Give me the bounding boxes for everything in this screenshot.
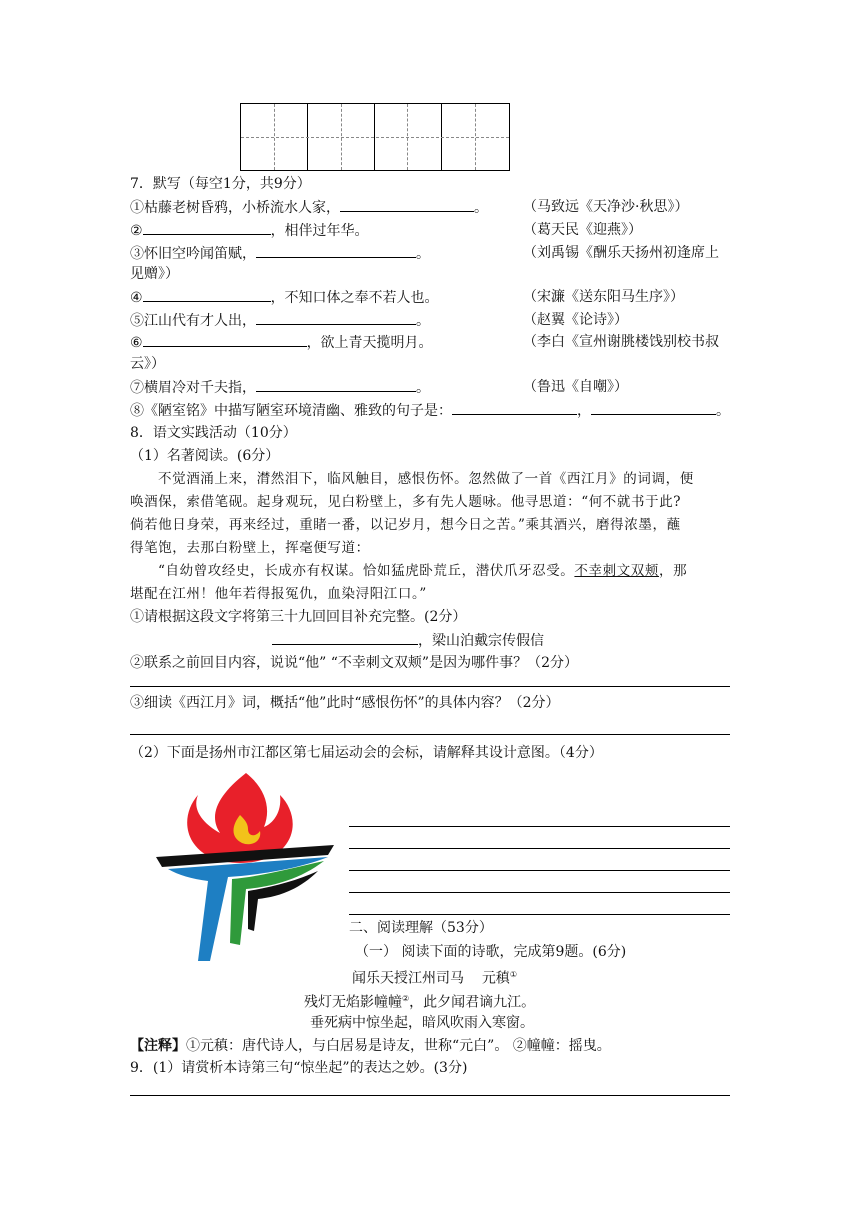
q8-question-a: ①请根据这段文字将第三十九回回目补充完整。(2分）	[130, 609, 467, 625]
poem-title-line	[352, 965, 517, 989]
q7-item-8-mid: ，	[577, 403, 591, 419]
answer-blank[interactable]	[256, 310, 416, 325]
q7-item-8-pre: ⑧《陋室铭》中描写陋室环境清幽、雅致的句子是：	[130, 403, 452, 419]
answer-blank[interactable]	[340, 197, 474, 212]
q7-item-7-pre: ⑦横眉冷对千夫指，	[130, 380, 256, 396]
q7-item-5-source: （赵翼《论诗》）	[523, 312, 628, 328]
q7-item-3-source: （刘禹锡《酬乐天扬州初逢席上	[523, 245, 719, 261]
q7-item-8	[130, 400, 730, 421]
q7-item-6-source-cont: 云》）	[130, 356, 165, 372]
q7-item-1	[130, 197, 488, 218]
q7-item-2-pre: ②	[130, 223, 143, 239]
answer-blank[interactable]	[143, 220, 271, 235]
q7-item-7-source: （鲁迅《自嘲》）	[523, 379, 628, 395]
excerpt-line: 唤酒保，索借笔砚。起身观玩，见白粉壁上，多有先人题咏。他寻思道：“何不就书于此?	[130, 494, 682, 510]
q8-question-c: ③细读《西江月》词，概括“他”此时“感恨伤怀”的具体内容？（2分）	[130, 695, 560, 711]
poem-text: 残灯无焰影幢幢	[304, 994, 402, 1011]
excerpt-line: 不觉酒涌上来，潸然泪下，临风触目，感恨伤怀。忽然做了一首《西江月》的词调，便	[158, 471, 694, 487]
q7-item-4-post: ，不知口体之奉不若人也。	[270, 290, 439, 306]
q7-item-6-post: ，欲上青天揽明月。	[306, 335, 433, 351]
q7-item-8-post: 。	[716, 403, 730, 419]
answer-blank[interactable]	[143, 332, 307, 347]
excerpt-line: 得笔饱，去那白粉壁上，挥毫便写道：	[130, 540, 370, 556]
q7-item-2	[130, 220, 369, 241]
q7-item-2-post: ，相伴过年华。	[270, 223, 369, 239]
q9-question: 9．(1）请赏析本诗第三句“惊坐起”的表达之妙。(3分)	[130, 1060, 468, 1076]
answer-line[interactable]	[130, 734, 730, 735]
answer-blank[interactable]	[256, 243, 416, 258]
q7-item-3-source-cont: 见赠》）	[130, 266, 179, 282]
chapter-title-suffix: ，梁山泊戴宗传假信	[418, 633, 544, 649]
q7-item-6-pre: ⑥	[130, 335, 143, 351]
excerpt-poem-line	[158, 561, 687, 581]
q8-sub1: （1）名著阅读。(6分）	[130, 448, 280, 464]
annotation	[130, 1036, 611, 1056]
q7-item-1-source: （马致远《天净沙·秋思》）	[523, 199, 689, 215]
q7-item-5	[130, 310, 430, 331]
q7-item-4	[130, 287, 439, 308]
annotation-label: 【注释】	[130, 1038, 186, 1054]
underlined-phrase: 不幸刺文双颊	[574, 563, 660, 579]
grid-dash	[241, 137, 509, 138]
q7-item-4-pre: ④	[130, 290, 143, 306]
answer-blank[interactable]	[591, 400, 716, 415]
q7-item-5-post: 。	[416, 313, 430, 329]
q7-item-6	[130, 332, 433, 353]
q7-item-1-pre: ①枯藤老树昏鸦，小桥流水人家，	[130, 200, 340, 216]
answer-grid	[240, 103, 510, 171]
footnote-mark: ②	[402, 994, 410, 1003]
poem-author: 元稹	[481, 970, 510, 987]
q7-item-7-post: 。	[416, 380, 430, 396]
answer-blank[interactable]	[452, 400, 577, 415]
answer-line[interactable]	[349, 892, 730, 893]
poem-text: ，此夕闻君谪九江。	[409, 994, 536, 1011]
q7-item-7	[130, 377, 430, 398]
q7-item-3-pre: ③怀旧空吟闻笛赋，	[130, 246, 256, 262]
poem-line: 垂死病中惊坐起，暗风吹雨入寒窗。	[310, 1015, 534, 1031]
answer-line[interactable]	[130, 1095, 730, 1096]
q7-item-6-source: （李白《宣州谢朓楼饯别校书叔	[523, 334, 719, 350]
q7-item-1-post: 。	[474, 200, 488, 216]
poem-text: ，那	[659, 563, 688, 579]
answer-line[interactable]	[349, 914, 730, 915]
q8-question-a-answer	[272, 630, 544, 651]
answer-blank[interactable]	[272, 630, 418, 645]
q8-question-b: ②联系之前回目内容，说说“他” “不幸刺文双颊”是因为哪件事？（2分）	[130, 655, 578, 671]
games-emblem-logo	[148, 765, 344, 965]
section-part-title: （一） 阅读下面的诗歌，完成第9题。(6分)	[355, 944, 627, 960]
excerpt-line: 倘若他日身荣，再来经过，重睹一番，以记岁月，想今日之苦。”乘其酒兴，磨得浓墨，蘸	[130, 517, 681, 533]
answer-line[interactable]	[349, 848, 730, 849]
q7-title: 7．默写（每空1分，共9分）	[130, 176, 311, 192]
poem-text: “自幼曾攻经史，长成亦有权谋。恰如猛虎卧荒丘，潜伏爪牙忍受。	[158, 563, 575, 579]
answer-blank[interactable]	[256, 377, 416, 392]
poem-title: 闻乐天授江州司马	[352, 970, 464, 987]
q8-title: 8．语文实践活动（10分）	[130, 425, 297, 441]
q8-sub2: （2）下面是扬州市江都区第七届运动会的会标，请解释其设计意图。（4分）	[130, 745, 603, 761]
annotation-text: ①元稹：唐代诗人，与白居易是诗友，世称“元白”。 ②幢幢：摇曳。	[186, 1038, 611, 1054]
section-title: 二、阅读理解（53分）	[349, 920, 493, 936]
answer-blank[interactable]	[143, 287, 271, 302]
q7-item-5-pre: ⑤江山代有才人出，	[130, 313, 256, 329]
footnote-mark: ①	[509, 970, 517, 979]
answer-line[interactable]	[349, 826, 730, 827]
answer-line[interactable]	[130, 686, 730, 687]
q7-item-3	[130, 243, 430, 264]
excerpt-poem-line: 堪配在江州！他年若得报冤仇，血染浔阳江口。”	[130, 586, 427, 602]
answer-line[interactable]	[349, 870, 730, 871]
poem-line	[304, 989, 535, 1013]
q7-item-4-source: （宋濂《送东阳马生序》）	[523, 289, 684, 305]
q7-item-2-source: （葛天民《迎燕》）	[523, 222, 642, 238]
q7-item-3-post: 。	[416, 246, 430, 262]
